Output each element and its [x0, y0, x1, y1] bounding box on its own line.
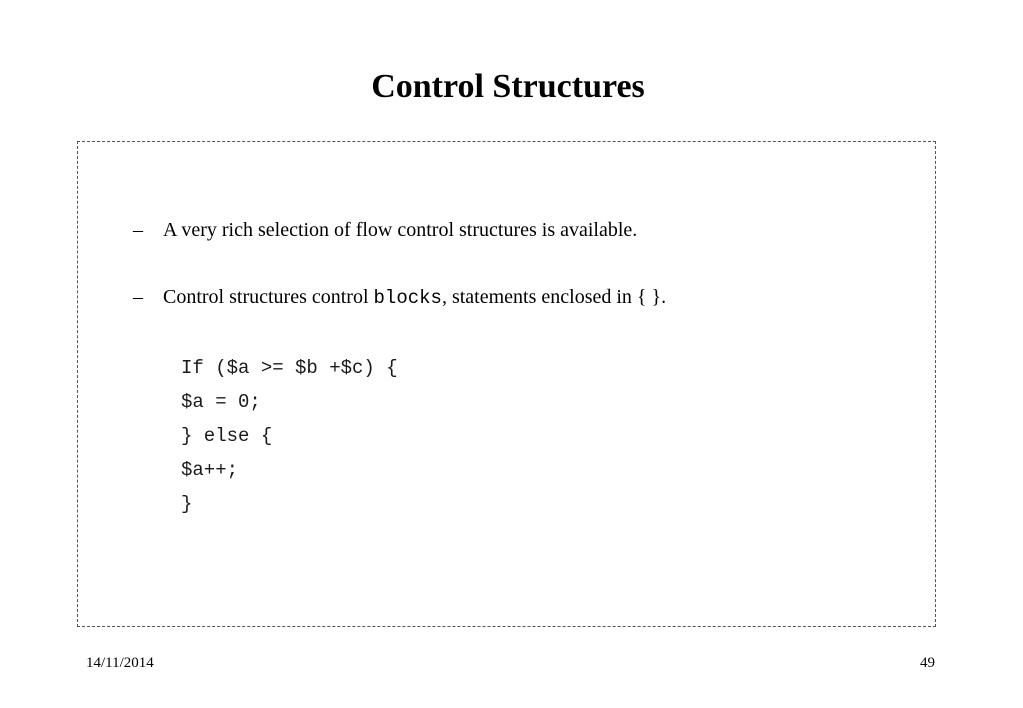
- bullet-dash: –: [133, 286, 143, 308]
- footer-date: 14/11/2014: [86, 655, 154, 671]
- code-line: } else {: [181, 425, 273, 447]
- code-block: [181, 351, 398, 521]
- bullet-text-after: , statements enclosed in { }.: [441, 286, 667, 308]
- inline-code: blocks: [373, 287, 442, 309]
- slide-title: Control Structures: [371, 68, 645, 105]
- code-line: }: [181, 493, 193, 515]
- bullet-item: [133, 284, 666, 311]
- bullet-text-before: Control structures control: [163, 286, 374, 308]
- code-line: If ($a >= $b +$c) {: [181, 357, 398, 379]
- bullet-item: [133, 217, 637, 243]
- code-line: $a = 0;: [181, 391, 261, 413]
- bullet-dash: –: [133, 219, 143, 241]
- code-line: $a++;: [181, 459, 239, 481]
- page-number: 49: [920, 655, 935, 671]
- bullet-text: A very rich selection of flow control structures is available.: [163, 219, 638, 241]
